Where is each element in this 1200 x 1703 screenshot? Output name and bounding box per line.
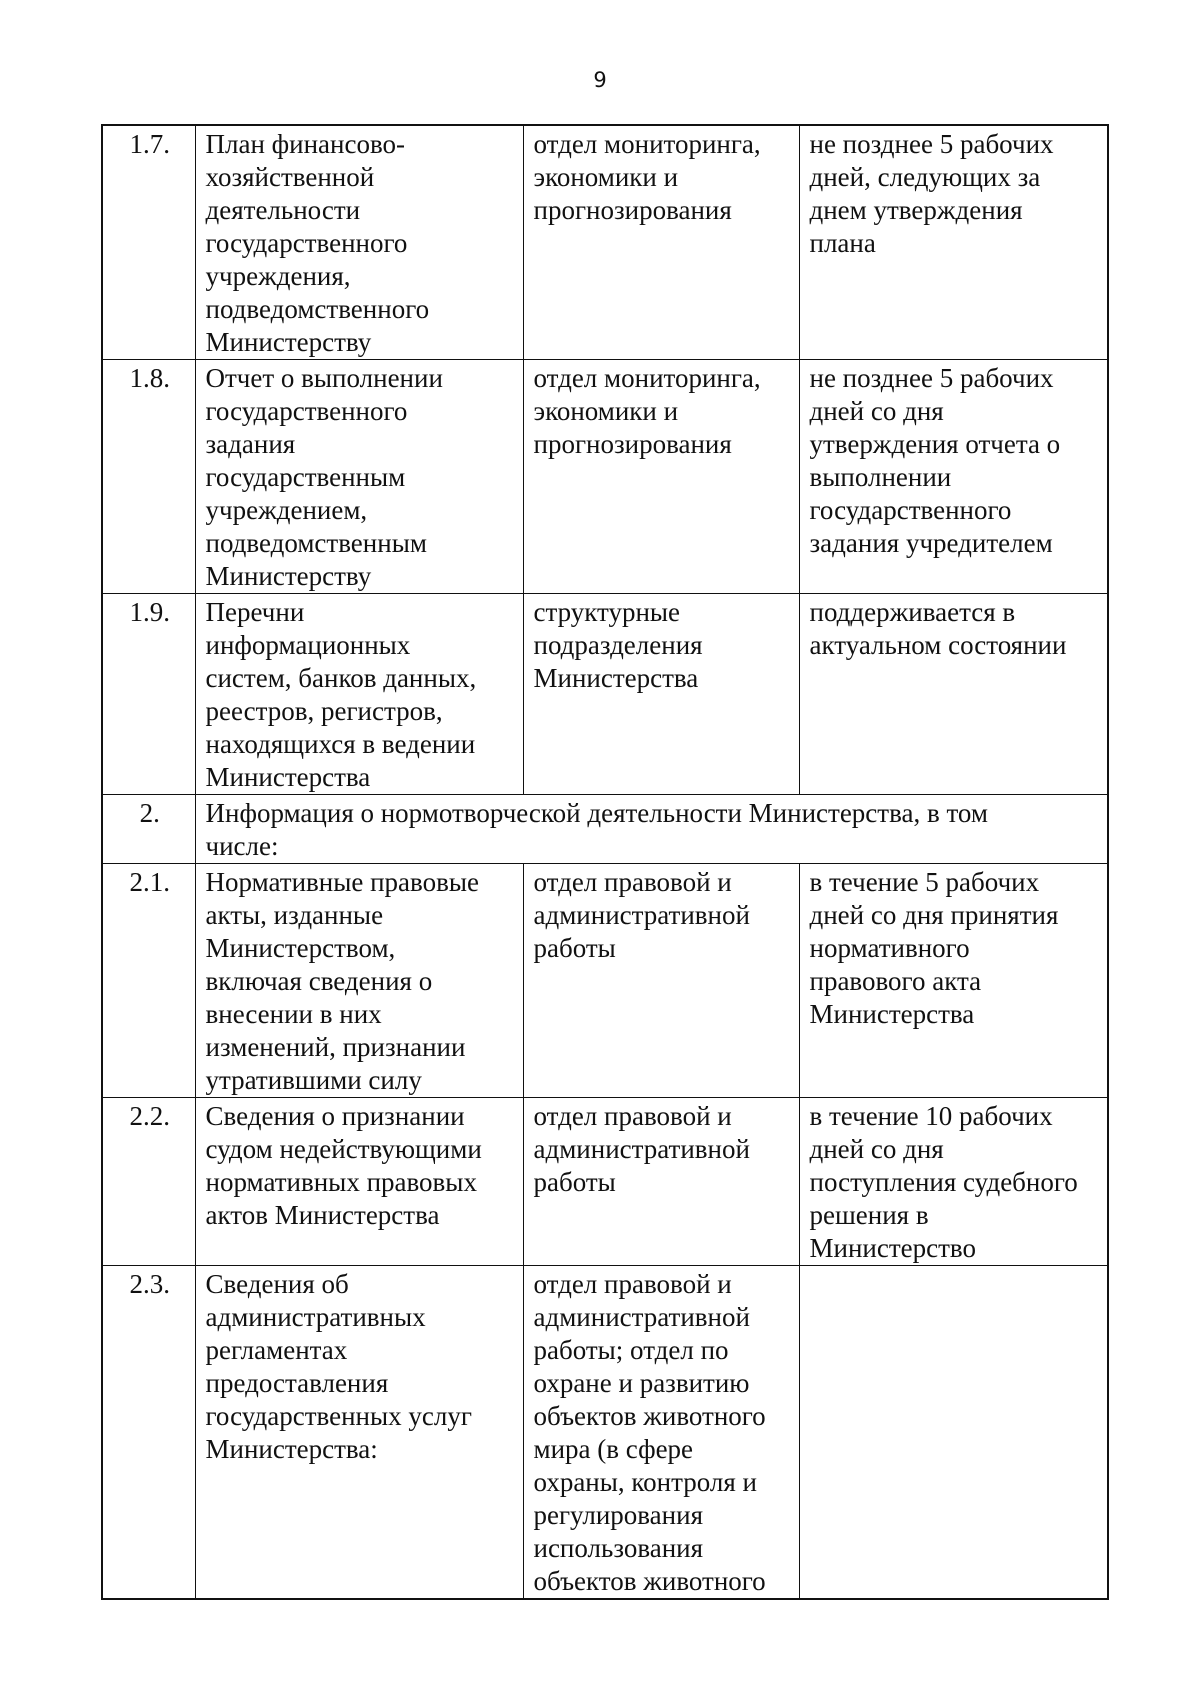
section-heading-cell: Информация о нормотворческой деятельности Министерства, в том числе: — [195, 795, 1108, 864]
information-type-cell: Сведения о признании судом недействующими нормативных правовых актов Министерства — [195, 1098, 523, 1266]
responsible-unit-cell: отдел правовой и административной работы — [523, 864, 799, 1098]
information-type-cell: Нормативные правовые акты, изданные Министерством, включая сведения о внесении в них изменений, признании утратившими силу — [195, 864, 523, 1098]
row-number: 1.7. — [102, 125, 195, 360]
deadline-cell: не позднее 5 рабочих дней, следующих за днем утверждения плана — [799, 125, 1108, 360]
table-row — [102, 1266, 1108, 1600]
row-number: 2.3. — [102, 1266, 195, 1600]
deadline-cell: не позднее 5 рабочих дней со дня утверждения отчета о выполнении государственного задания учредителем — [799, 360, 1108, 594]
row-number: 1.8. — [102, 360, 195, 594]
deadline-cell: в течение 5 рабочих дней со дня принятия нормативного правового акта Министерства — [799, 864, 1108, 1098]
information-type-cell: План финансово- хозяйственной деятельности государственного учреждения, подведомственного Министерству — [195, 125, 523, 360]
deadline-cell — [799, 1266, 1108, 1600]
responsible-unit-cell: отдел правовой и административной работы — [523, 1098, 799, 1266]
deadline-cell: поддерживается в актуальном состоянии — [799, 594, 1108, 795]
row-number: 1.9. — [102, 594, 195, 795]
table-row — [102, 795, 1108, 864]
row-number: 2. — [102, 795, 195, 864]
table-row — [102, 360, 1108, 594]
responsible-unit-cell: отдел правовой и административной работы; отдел по охране и развитию объектов животного мира (в сфере охраны, контроля и регулирования использования объектов животного — [523, 1266, 799, 1600]
information-type-cell: Перечни информационных систем, банков данных, реестров, регистров, находящихся в ведении Министерства — [195, 594, 523, 795]
deadline-cell: в течение 10 рабочих дней со дня поступления судебного решения в Министерство — [799, 1098, 1108, 1266]
table-row — [102, 864, 1108, 1098]
information-type-cell: Отчет о выполнении государственного задания государственным учреждением, подведомственным Министерству — [195, 360, 523, 594]
table-row — [102, 1098, 1108, 1266]
table-row — [102, 125, 1108, 360]
page-number: 9 — [593, 68, 607, 92]
table-row — [102, 594, 1108, 795]
information-type-cell: Сведения об административных регламентах предоставления государственных услуг Министерства: — [195, 1266, 523, 1600]
information-table — [101, 124, 1109, 1600]
responsible-unit-cell: отдел мониторинга, экономики и прогнозирования — [523, 125, 799, 360]
responsible-unit-cell: структурные подразделения Министерства — [523, 594, 799, 795]
row-number: 2.1. — [102, 864, 195, 1098]
responsible-unit-cell: отдел мониторинга, экономики и прогнозирования — [523, 360, 799, 594]
row-number: 2.2. — [102, 1098, 195, 1266]
